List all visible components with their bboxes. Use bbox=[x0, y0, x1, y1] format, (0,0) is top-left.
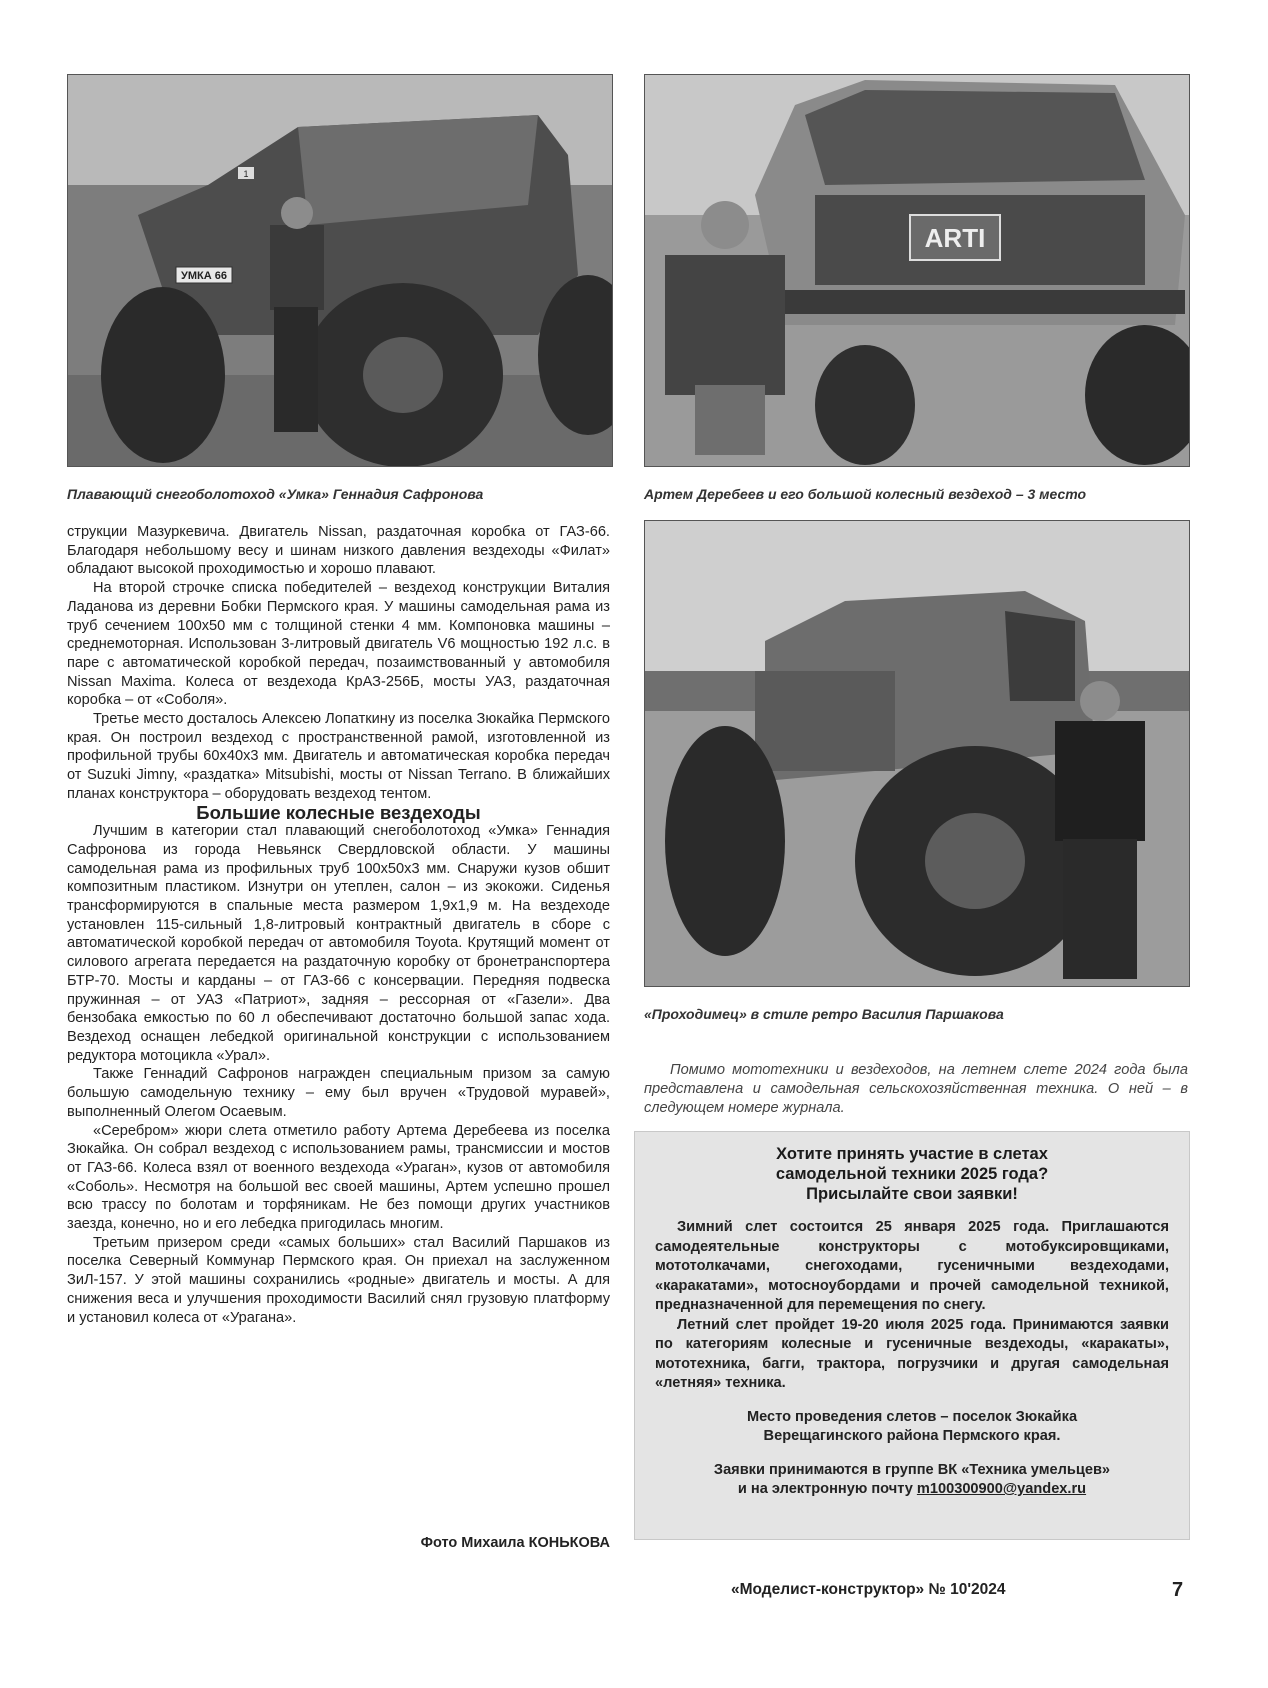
announcement-title bbox=[655, 1144, 1169, 1204]
arti-vehicle-image bbox=[645, 75, 1189, 466]
next-issue-note bbox=[644, 1061, 1188, 1118]
next-issue-note-text: Помимо мототехники и вездеходов, на летнем слете 2024 года была представлена и самодельная сельскохозяйственная техника. О ней – в следующем номере журнала. bbox=[644, 1062, 1188, 1116]
article-paragraph: Третьим призером среди «самых больших» стал Василий Паршаков из поселка Северный Коммунар Пермского края. Он приехал на заслуженном ЗиЛ-157. У этой машины сохранились «родные» двигатель и мосты. А для снижения веса и улучшения проходимости Василий снял грузовую платформу и установил колеса от «Урагана». bbox=[67, 1234, 610, 1326]
meet-location-line: Верещагинского района Пермского края. bbox=[763, 1428, 1061, 1444]
umka-plate: УМКА 66 bbox=[181, 270, 227, 282]
application-info-prefix: и на электронную почту bbox=[737, 1481, 917, 1497]
umka-vehicle-image bbox=[68, 75, 612, 466]
email-link[interactable]: m100300900@yandex.ru bbox=[916, 1481, 1087, 1497]
caption-photo-umka: Плавающий снегоболотоход «Умка» Геннадия Сафронова bbox=[67, 486, 484, 502]
application-info bbox=[655, 1461, 1169, 1500]
article-paragraph: струкции Мазуркевича. Двигатель Nissan, раздаточная коробка от ГАЗ-66. Благодаря небольшому весу и шинам низкого давления вездеходы «Филат» обладают высокой проходимостью и хорошо плавают. bbox=[67, 524, 610, 578]
winter-meet-text: Зимний слет состоится 25 января 2025 года. Приглашаются самодеятельные конструкторы с мотобуксировщиками, мототолкачами, снегоходами, гусеничными вездеходами, «каракатами», мотосноубордами и прочей самодельной техникой, предназначенной для перемещения по снегу. bbox=[655, 1219, 1169, 1313]
arti-grille-label: ARTI bbox=[924, 223, 986, 253]
photo-arti bbox=[644, 74, 1190, 467]
section-heading: Большие колесные вездеходы bbox=[196, 801, 481, 823]
application-info-line: Заявки принимаются в группе ВК «Техника умельцев» bbox=[713, 1461, 1111, 1478]
photo-retro-zil bbox=[644, 520, 1190, 987]
article-paragraph: «Серебром» жюри слета отметило работу Артема Деребеева из поселка Зюкайка. Он собрал вездеход с использованием рамы, трансмиссии и мостов от ГАЗ-66. Колеса взял от военного вездехода «Ураган», кузов от автомобиля «Соболь». Несмотря на большой вес своей машины, Артем успешно прошел всю трассу по болотам и торфяникам. Не без помощи других участников заезда, конечно, но и его лебедка пригодилась многим. bbox=[67, 1122, 610, 1233]
summer-meet-text: Летний слет пройдет 19-20 июля 2025 года. Принимаются заявки по категориям колесные и гусеничные вездеходы, «каракаты», мототехника, багги, трактора, погрузчики и другая самодельная «летняя» техника. bbox=[655, 1316, 1169, 1391]
magazine-issue-footer: «Моделист-конструктор» № 10'2024 bbox=[731, 1581, 1006, 1598]
article-paragraph: На второй строчке списка победителей – вездеход конструкции Виталия Ладанова из деревни Бобки Пермского края. У машины самодельная рама из труб сечением 100х50 мм с толщиной стенки 4 мм. Компоновка машины – среднемоторная. Использован 3-литровый двигатель V6 мощностью 192 л.с. в паре с автоматической коробкой передач, позаимствованный у автомобиля Nissan Maxima. Колеса от вездехода КрАЗ-256Б, мосты УАЗ, раздаточная коробка – от «Соболя». bbox=[67, 580, 610, 709]
announcement-title-line: Присылайте свои заявки! bbox=[806, 1185, 1018, 1203]
retro-zil-vehicle-image bbox=[645, 521, 1189, 986]
photo-credit: Фото Михаила КОНЬКОВА bbox=[420, 1535, 610, 1551]
caption-photo-retro-zil: «Проходимец» в стиле ретро Василия Паршакова bbox=[644, 1006, 1004, 1022]
article-paragraph: Третье место досталось Алексею Лопаткину из поселка Зюкайка Пермского края. Он построил вездеход с пространственной рамой, изготовленной из профильной трубы 60х40х3 мм. Двигатель и автоматическая коробка передач от Suzuki Jimny, «раздатка» Mitsubishi, мосты от Nissan Terrano. В ближайших планах конструктора – оборудовать вездеход тентом. bbox=[67, 711, 610, 802]
caption-photo-arti: Артем Деребеев и его большой колесный вездеход – 3 место bbox=[644, 486, 1087, 502]
article-paragraph: Также Геннадий Сафронов награжден специальным призом за самую большую самодельную технику – ему был вручен «Трудовой муравей», выполненный Олегом Осаевым. bbox=[67, 1066, 610, 1120]
article-paragraph: Лучшим в категории стал плавающий снегоболотоход «Умка» Геннадия Сафронова из города Невьянск Свердловской области. У машины самодельная рама из профильных труб 100х50х3 мм. Снаружи кузов обшит композитным пластиком. Изнутри он утеплен, салон – из экокожи. Сиденья трансформируются в спальные места размером 1,9х1,9 м. На вездеходе установлен 115-сильный 1,8-литровый контрактный двигатель в сборе с автоматической коробкой передач от автомобиля Toyota. Крутящий момент от силового агрегата передается на раздаточную коробку от бронетранспортера БТР-70. Мосты и карданы – от ГАЗ-66 с консервации. Передняя подвеска пружинная – от УАЗ «Патриот», задняя – рессорная от «Газели». Два бензобака емкостью по 60 л обеспечивают достаточно большой запас хода. Вездеход оснащен лебедкой оригинальной конструкции с использованием редуктора мотоцикла «Урал». bbox=[67, 823, 610, 1064]
announcement-title-line: самодельной техники 2025 года? bbox=[775, 1165, 1049, 1183]
umka-number-badge: 1 bbox=[243, 169, 249, 179]
meet-location-line: Место проведения слетов – поселок Зюкайка bbox=[746, 1408, 1078, 1425]
announcement-title-line: Хотите принять участие в слетах bbox=[776, 1145, 1048, 1163]
page-number: 7 bbox=[1172, 1579, 1184, 1601]
announcement-box bbox=[634, 1131, 1190, 1540]
photo-umka bbox=[67, 74, 613, 467]
article-column bbox=[67, 523, 610, 1327]
meet-location bbox=[655, 1408, 1169, 1447]
